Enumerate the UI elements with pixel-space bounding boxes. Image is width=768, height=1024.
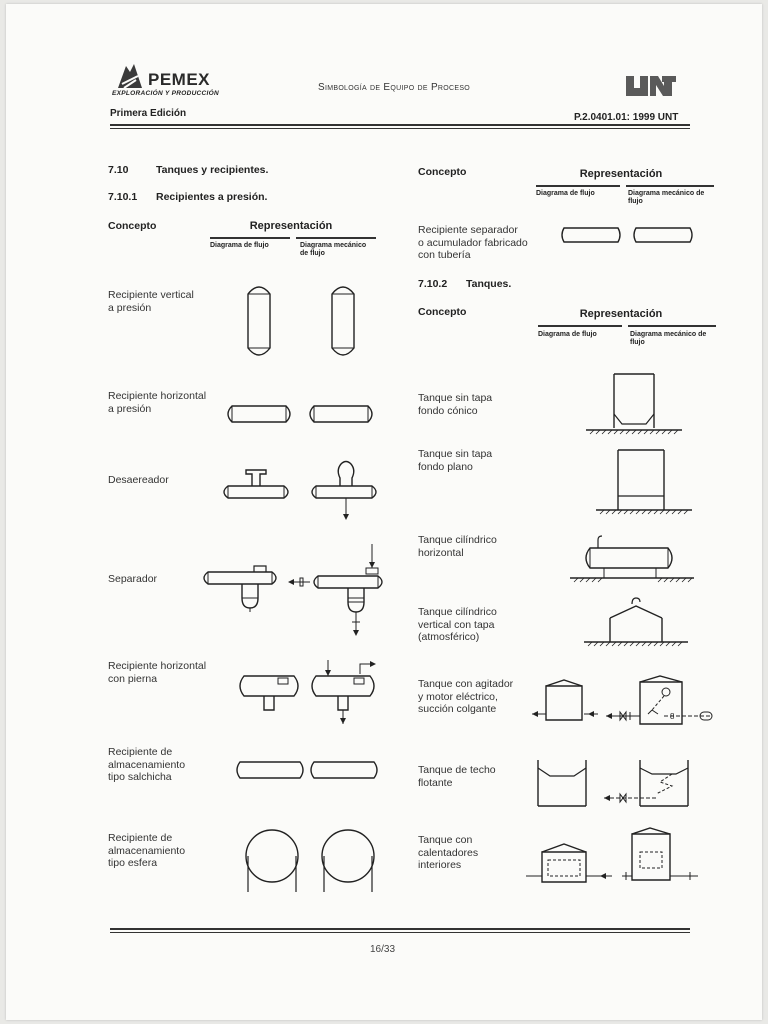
brand-name: PEMEX <box>148 70 211 89</box>
concept-heading: Concepto <box>418 306 467 318</box>
item-label: Tanque de techo flotante <box>418 764 496 789</box>
concept-heading: Concepto <box>108 220 157 232</box>
col-rule-flow <box>210 237 290 239</box>
item-label: Recipiente separador o acumulador fabricado con tubería <box>418 224 528 261</box>
horizontal-vessel-symbol <box>306 404 376 424</box>
col-header-flow: Diagrama de flujo <box>538 331 597 338</box>
subsection-number: 7.10.1 <box>108 191 138 203</box>
sphere-vessel-symbol <box>318 826 378 896</box>
heated-tank-symbol <box>524 840 614 886</box>
sausage-vessel-symbol <box>308 760 380 780</box>
subsection-heading <box>418 278 511 290</box>
item-label: Tanque sin tapa fondo cónico <box>418 392 493 417</box>
section-title: Tanques y recipientes. <box>156 164 269 176</box>
col-rule-mech <box>296 237 376 239</box>
item-label: Desaereador <box>108 474 169 486</box>
horizontal-vessel-leg-symbol <box>236 668 302 718</box>
col-rule-flow <box>538 325 622 327</box>
item-label: Tanque con agitador y motor eléctrico, succión colgante <box>418 678 514 715</box>
col-rule-flow <box>536 185 620 187</box>
item-label: Separador <box>108 573 158 585</box>
pipe-separator-symbol <box>560 226 622 244</box>
item-label: Tanque cilíndrico vertical con tapa (atmosférico) <box>418 606 497 643</box>
item-label: Tanque sin tapa fondo plano <box>418 448 493 473</box>
item-label: Recipiente horizontal con pierna <box>108 660 207 685</box>
section-number: 7.10 <box>108 164 129 176</box>
deaerator-symbol <box>308 460 380 522</box>
document-code: P.2.0401.01: 1999 UNT <box>574 112 679 123</box>
representation-heading: Representación <box>579 168 663 180</box>
document-title: Simbología de Equipo de Proceso <box>318 82 471 93</box>
header-rule-thin <box>110 128 690 129</box>
vertical-vessel-symbol <box>246 284 272 358</box>
col-header-mech: Diagrama mecánico de flujo <box>628 190 705 205</box>
vertical-vessel-symbol <box>330 284 356 358</box>
separator-symbol <box>200 564 280 614</box>
open-flat-tank-symbol <box>592 448 692 518</box>
representation-heading: Representación <box>579 308 663 320</box>
col-rule-mech <box>626 185 714 187</box>
footer-rule-thin <box>110 932 690 933</box>
page-number: 16/33 <box>370 944 396 955</box>
agitator-tank-mechanical-symbol <box>604 672 714 728</box>
concept-heading: Concepto <box>418 166 467 178</box>
edition-label: Primera Edición <box>110 108 187 119</box>
pemex-logo-icon <box>112 62 146 90</box>
subsection-title: Tanques. <box>466 278 512 290</box>
deaerator-symbol <box>220 468 292 502</box>
sphere-vessel-symbol <box>242 826 302 896</box>
col-header-mech: Diagrama mecánico de flujo <box>630 331 707 346</box>
sausage-vessel-symbol <box>234 760 306 780</box>
item-label: Recipiente de almacenamiento tipo salchicha <box>108 746 186 783</box>
item-label: Recipiente vertical a presión <box>108 289 194 314</box>
col-header-mech: Diagrama mecánico de flujo <box>300 242 367 257</box>
section-heading <box>108 164 268 176</box>
subsection-heading <box>108 191 267 203</box>
subsection-title: Recipientes a presión. <box>156 191 268 203</box>
agitator-tank-symbol <box>530 676 600 726</box>
horizontal-cylindrical-tank-symbol <box>568 534 694 586</box>
svg-text:8: 8 <box>670 712 675 721</box>
subsection-number: 7.10.2 <box>418 278 448 290</box>
document-page <box>6 4 762 1020</box>
horizontal-vessel-leg-symbol <box>308 660 384 728</box>
vertical-cylindrical-tank-roof-symbol <box>582 596 690 652</box>
floating-roof-tank-mechanical-symbol <box>602 756 692 812</box>
floating-roof-tank-symbol <box>536 758 588 810</box>
footer-rule <box>110 928 690 930</box>
heated-tank-mechanical-symbol <box>620 824 700 886</box>
open-conical-tank-symbol <box>582 372 682 436</box>
item-label: Tanque con calentadores interiores <box>418 834 479 871</box>
horizontal-vessel-symbol <box>224 404 294 424</box>
item-label: Recipiente de almacenamiento tipo esfera <box>108 832 186 869</box>
brand-subtitle: EXPLORACIÓN Y PRODUCCIÓN <box>112 90 220 97</box>
col-rule-mech <box>628 325 716 327</box>
col-header-flow: Diagrama de flujo <box>536 190 595 197</box>
item-label: Recipiente horizontal a presión <box>108 390 207 415</box>
representation-heading: Representación <box>249 220 333 232</box>
pipe-separator-symbol <box>632 226 694 244</box>
col-header-flow: Diagrama de flujo <box>210 242 269 249</box>
header-rule <box>110 124 690 126</box>
separator-mechanical-symbol <box>286 542 386 640</box>
item-label: Tanque cilíndrico horizontal <box>418 534 497 559</box>
unt-logo <box>624 72 676 98</box>
